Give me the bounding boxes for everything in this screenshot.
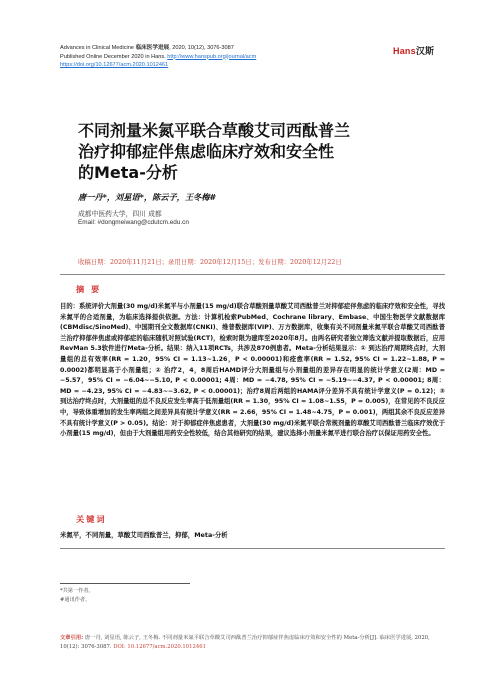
logo-en: Hans: [393, 46, 416, 56]
affiliation: 成都中医药大学，四川 成都: [78, 210, 162, 218]
footnote-1: *共第一作者。: [60, 588, 94, 594]
published-text: Published Online December 2020 in Hans.: [60, 53, 166, 60]
journal-name-cn: 临床医学进展: [135, 45, 170, 51]
footnote-rule: [60, 583, 190, 584]
paper-title: [78, 120, 438, 183]
journal-header: [60, 44, 440, 70]
keywords-body: 米氮平，不同剂量，草酸艾司西酞普兰，抑郁，Meta-分析: [60, 531, 228, 539]
doi-link[interactable]: https://doi.org/10.12677/acm.2020.1012461: [60, 62, 169, 69]
footnote-2: #通讯作者。: [60, 597, 91, 603]
title-line-1: 不同剂量米氮平联合草酸艾司西酞普兰: [78, 121, 351, 140]
title-line-2: 治疗抑郁症伴焦虑临床疗效和安全性: [78, 142, 335, 161]
citation-label: 文章引用:: [60, 635, 84, 641]
abstract-body: 目的：系统评价大剂量(30 mg/d)米氮平与小剂量(15 mg/d)联合草酸剂量草酸艾司西酞普兰对抑郁症伴焦虑的临床疗效和安全性，寻找米氮平的合适剂量，为临床选择提供依据。方法：计算机检索PubMed、Cochrane library、Embase、中国生物医学文献数据库(CBMdisc/SinoMed)、中国期刊全文数据库(CNKI)、维普数据库(VIP)、万方数据库，收集有关不同剂量米氮平联合草酸艾司西酞普兰治疗抑郁伴焦虑或抑郁症的临床随机对照试验(RCT)，检索时限为建库至2020年8月。由两名研究者独立筛选文献并提取数据后，应用RevMan 5.3软件进行Meta-分析。结果：纳入11项RCTs，共涉及870例患者。Meta-分析结果显示：① 到达治疗周期终点时，大剂量组的总有效率(RR = 1.20，95% CI = 1.13~1.26，P < 0.00001)和痊愈率(RR = 1.52, 95% CI = 1.22~1.88, P = 0.0002)都明显高于小剂量组；② 治疗2，4，8周后HAMD评分大剂量组与小剂量组的差异存在明显的统计学意义(2周：MD = −5.57，95% CI = −6.04~−5.10, P < 0.00001; 4周：MD = −4.78, 95% CI = −5.19~−4.37, P < 0.00001; 8周：MD = −4.23, 95% CI = −4.83~−3.62, P < 0.00001)；治疗8周后两组的HAMA评分差异不具有统计学意义(P = 0.12)；③ 到达治疗终点时，大剂量组的总不良反应发生率高于低剂量组(RR = 1.30，95% CI = 1.08~1.55，P = 0.005)，在常见的不良反应中，导致体重增加的发生率两组之间差异具有统计学意义(RR = 2.66，95% CI = 1.48~4.75，P = 0.001)，两组其余不良反应差异不具有统计学意义(P > 0.05)。结论：对于抑郁症伴焦虑患者，大剂量(30 mg/d)米氮平联合常规剂量的草酸艾司西酞普兰临床疗效优于小剂量(15 mg/d)，但由于大剂量组用药安全性较低，结合其他研究的结果，建议选择小剂量米氮平进行联合治疗以保证用药安全性。: [60, 303, 445, 438]
logo-cn: 汉斯: [415, 46, 435, 56]
published-line: [60, 53, 440, 62]
citation-body: 唐一丹, 刘星语, 陈云子, 王冬梅. 不同剂量米氮平联合草酸艾司西酞普兰治疗抑郁症伴焦虑临床疗效和安全性的 Meta-分析[J]. 临床医学进展, 2020, 10(12): 3076-3087.: [60, 635, 430, 650]
abstract-heading: 摘 要: [76, 284, 102, 294]
citation-doi[interactable]: DOI: 10.12677/acm.2020.1012461: [113, 643, 206, 650]
journal-url-link[interactable]: http://www.hanspub.org/journal/acm: [167, 53, 257, 60]
submission-dates: 收稿日期：2020年11月21日；录用日期：2020年12月15日；发布日期：2020年12月22日: [78, 258, 342, 266]
keywords-heading: 关键词: [76, 514, 107, 524]
journal-line: [60, 44, 440, 53]
email: Email: #dongmeiwang@cdutcm.edu.cn: [78, 219, 189, 226]
authors: 唐一丹*，刘星语*，陈云子，王冬梅#: [78, 192, 217, 202]
divider: [60, 548, 445, 549]
journal-name: Advances in Clinical Medicine: [60, 45, 134, 51]
citation: [60, 634, 450, 651]
divider: [60, 274, 445, 275]
hans-logo: [393, 44, 434, 57]
title-line-3: 的Meta-分析: [78, 163, 178, 182]
journal-issue: , 2020, 10(12), 3076-3087: [169, 45, 234, 51]
